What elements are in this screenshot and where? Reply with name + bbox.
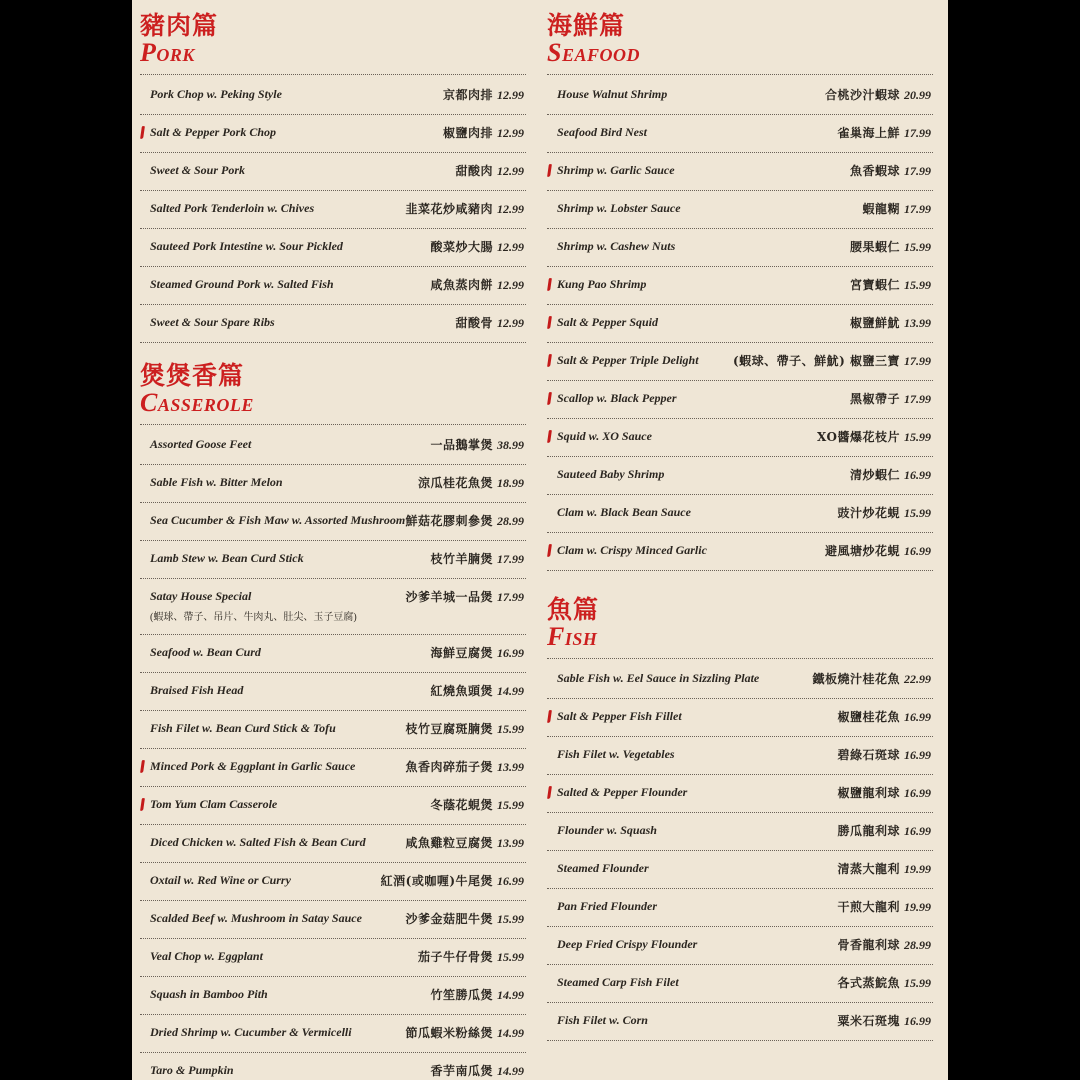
- dish-name-en: Shrimp w. Cashew Nuts: [557, 239, 676, 253]
- menu-item: [547, 381, 933, 419]
- dish-price: 16.99: [904, 468, 931, 482]
- menu-item: [140, 115, 526, 153]
- dish-price: 12.99: [497, 278, 524, 292]
- menu-item: [140, 1053, 526, 1080]
- menu-item: [547, 153, 933, 191]
- menu-item: [140, 305, 526, 343]
- dish-price: 15.99: [904, 430, 931, 444]
- dish-name-en: Clam w. Black Bean Sauce: [557, 505, 691, 519]
- dish-name-price: [430, 276, 524, 293]
- dish-name-en: Salted & Pepper Flounder: [557, 785, 688, 799]
- dish-name-zh: 鮮菇花膠刺參煲: [405, 514, 493, 528]
- dish-name-en: Assorted Goose Feet: [150, 437, 252, 451]
- dish-name-en: Salt & Pepper Squid: [557, 315, 659, 329]
- chili-pepper-icon: [547, 392, 552, 405]
- dish-name-en: House Walnut Shrimp: [557, 87, 668, 101]
- dish-price: 19.99: [904, 862, 931, 876]
- dish-name-en: Oxtail w. Red Wine or Curry: [150, 873, 291, 887]
- menu-item: [140, 787, 526, 825]
- dish-price: 17.99: [904, 202, 931, 216]
- menu-item: [547, 851, 933, 889]
- dish-name-en: Sauteed Baby Shrimp: [557, 467, 665, 481]
- menu-item: [140, 977, 526, 1015]
- dish-name-en: Seafood Bird Nest: [557, 125, 647, 139]
- dish-name-price: [837, 746, 931, 763]
- dish-name-price: [850, 390, 931, 407]
- dish-name-en: Veal Chop w. Eggplant: [150, 949, 263, 963]
- dish-price: 17.99: [904, 164, 931, 178]
- dish-price: 20.99: [904, 88, 931, 102]
- dish-name-zh: 沙爹羊城一品煲: [405, 590, 493, 604]
- dish-name-en: Seafood w. Bean Curd: [150, 645, 261, 659]
- section-title-zh: 海鮮篇: [547, 11, 626, 40]
- dish-name-price: [405, 512, 524, 529]
- dish-price: 14.99: [497, 988, 524, 1002]
- dish-name-zh: 椒鹽肉排: [442, 126, 493, 140]
- dish-name-zh: 紅酒(或咖喱)牛尾煲: [380, 874, 493, 888]
- dish-name-zh: 竹笙勝瓜煲: [430, 988, 493, 1002]
- dish-price: 16.99: [497, 874, 524, 888]
- dish-price: 17.99: [904, 126, 931, 140]
- menu-item: [547, 229, 933, 267]
- dish-name-en: Sea Cucumber & Fish Maw w. Assorted Mushroom: [150, 513, 406, 527]
- dish-name-en: Steamed Flounder: [557, 861, 649, 875]
- menu-item: [547, 661, 933, 699]
- dish-name-price: [430, 986, 524, 1003]
- dish-name-zh: XO醬爆花枝片: [816, 430, 900, 444]
- dish-price: 17.99: [904, 354, 931, 368]
- dish-price: 13.99: [904, 316, 931, 330]
- menu-item: [547, 1003, 933, 1041]
- menu-item: [140, 749, 526, 787]
- dish-name-price: [837, 1012, 931, 1029]
- dish-name-zh: 骨香龍利球: [837, 938, 900, 952]
- dish-name-en: Braised Fish Head: [150, 683, 244, 697]
- section-divider: [140, 424, 526, 425]
- menu-item: [140, 901, 526, 939]
- dish-name-en: Deep Fried Crispy Flounder: [557, 937, 698, 951]
- dish-name-en: Salt & Pepper Fish Fillet: [557, 709, 682, 723]
- dish-name-en: Sweet & Sour Pork: [150, 163, 246, 177]
- dish-price: 17.99: [904, 392, 931, 406]
- dish-name-en: Scalded Beef w. Mushroom in Satay Sauce: [150, 911, 362, 925]
- menu-item: [140, 939, 526, 977]
- dish-name-zh: 魚香肉碎茄子煲: [405, 760, 493, 774]
- dish-name-price: [862, 200, 931, 217]
- dish-name-price: [430, 644, 524, 661]
- menu-item: [547, 267, 933, 305]
- dish-price: 16.99: [904, 1014, 931, 1028]
- section-title-en: Fish: [547, 622, 598, 651]
- dish-name-price: [405, 1024, 524, 1041]
- dish-name-en: Satay House Special: [150, 589, 252, 603]
- dish-name-price: [850, 466, 931, 483]
- dish-name-price: [443, 124, 524, 141]
- menu-item: [547, 965, 933, 1003]
- menu-item: [140, 673, 526, 711]
- menu-item: [140, 1015, 526, 1053]
- dish-price: 12.99: [497, 88, 524, 102]
- dish-name-en: Flounder w. Squash: [557, 823, 657, 837]
- dish-price: 16.99: [904, 786, 931, 800]
- chili-pepper-icon: [140, 798, 145, 811]
- menu-item: [140, 825, 526, 863]
- dish-price: 19.99: [904, 900, 931, 914]
- dish-name-en: Sweet & Sour Spare Ribs: [150, 315, 275, 329]
- dish-price: 16.99: [904, 544, 931, 558]
- dish-name-price: [850, 314, 931, 331]
- dish-price: 13.99: [497, 760, 524, 774]
- dish-name-en: Salt & Pepper Triple Delight: [557, 353, 699, 367]
- menu-item: [547, 77, 933, 115]
- dish-price: 13.99: [497, 836, 524, 850]
- dish-price: 15.99: [497, 798, 524, 812]
- dish-name-price: [430, 436, 524, 453]
- dish-name-en: Sable Fish w. Bitter Melon: [150, 475, 283, 489]
- dish-name-en: Clam w. Crispy Minced Garlic: [557, 543, 707, 557]
- dish-price: 28.99: [904, 938, 931, 952]
- dish-name-price: [405, 834, 524, 851]
- chili-pepper-icon: [547, 786, 552, 799]
- section-divider: [547, 74, 933, 75]
- dish-name-zh: 海鮮豆腐煲: [430, 646, 493, 660]
- dish-price: 15.99: [904, 976, 931, 990]
- menu-item: [140, 77, 526, 115]
- chili-pepper-icon: [547, 710, 552, 723]
- dish-name-zh: 腰果蝦仁: [849, 240, 900, 254]
- dish-name-zh: 香芋南瓜煲: [430, 1064, 493, 1078]
- dish-name-price: [825, 86, 931, 103]
- dish-price: 28.99: [497, 514, 524, 528]
- dish-name-price: [837, 784, 931, 801]
- dish-name-price: [381, 872, 524, 889]
- dish-name-price: [837, 822, 931, 839]
- chili-pepper-icon: [547, 430, 552, 443]
- menu-item: [140, 711, 526, 749]
- dish-name-en: Pan Fried Flounder: [557, 899, 658, 913]
- dish-price: 12.99: [497, 316, 524, 330]
- dish-name-en: Shrimp w. Lobster Sauce: [557, 201, 681, 215]
- chili-pepper-icon: [140, 126, 145, 139]
- dish-name-zh: 雀巢海上鮮: [837, 126, 900, 140]
- menu-item: [547, 927, 933, 965]
- dish-name-zh: 沙爹金菇肥牛煲: [405, 912, 493, 926]
- dish-name-price: [455, 314, 524, 331]
- section-title-zh: 魚篇: [547, 595, 600, 624]
- dish-price: 17.99: [497, 590, 524, 604]
- menu-item: [140, 191, 526, 229]
- dish-name-zh: 清炒蝦仁: [849, 468, 900, 482]
- dish-name-price: [733, 352, 931, 369]
- dish-name-price: [837, 708, 931, 725]
- section-divider: [547, 658, 933, 659]
- dish-name-en: Fish Filet w. Corn: [557, 1013, 648, 1027]
- dish-name-en: Kung Pao Shrimp: [557, 277, 647, 291]
- dish-name-zh: (蝦球、帶子、鮮魷) 椒鹽三寶: [732, 354, 900, 368]
- dish-name-zh: 咸魚蒸肉餅: [430, 278, 493, 292]
- dish-name-price: [837, 936, 931, 953]
- dish-name-zh: 蝦龍糊: [862, 202, 900, 216]
- dish-name-price: [405, 758, 524, 775]
- chili-pepper-icon: [140, 760, 145, 773]
- dish-price: 16.99: [904, 824, 931, 838]
- row-divider: [140, 342, 526, 343]
- section-title-zh: 煲煲香篇: [140, 361, 245, 390]
- dish-price: 15.99: [497, 912, 524, 926]
- dish-name-zh: 茄子牛仔骨煲: [417, 950, 493, 964]
- dish-name-zh: 宮寶蝦仁: [849, 278, 900, 292]
- dish-price: 15.99: [904, 278, 931, 292]
- dish-price: 14.99: [497, 684, 524, 698]
- dish-name-price: [418, 948, 524, 965]
- dish-price: 15.99: [904, 506, 931, 520]
- dish-name-price: [837, 124, 931, 141]
- menu-item: [140, 153, 526, 191]
- dish-name-price: [812, 670, 931, 687]
- dish-name-zh: 枝竹豆腐斑腩煲: [405, 722, 493, 736]
- dish-price: 38.99: [497, 438, 524, 452]
- dish-ingredients: (蝦球、帶子、吊片、牛肉丸、肚尖、玉子豆腐): [150, 612, 357, 623]
- menu-page: [132, 0, 948, 1080]
- dish-name-en: Sable Fish w. Eel Sauce in Sizzling Plate: [557, 671, 760, 685]
- dish-name-zh: 冬蔭花蜆煲: [430, 798, 493, 812]
- dish-price: 15.99: [497, 722, 524, 736]
- dish-price: 15.99: [497, 950, 524, 964]
- menu-item: [547, 813, 933, 851]
- menu-item: [140, 465, 526, 503]
- dish-name-price: [837, 974, 931, 991]
- dish-name-en: Fish Filet w. Vegetables: [557, 747, 675, 761]
- menu-item: [140, 579, 526, 635]
- dish-name-zh: 節瓜蝦米粉絲煲: [405, 1026, 493, 1040]
- dish-name-en: Dried Shrimp w. Cucumber & Vermicelli: [150, 1025, 352, 1039]
- dish-name-price: [455, 162, 524, 179]
- dish-price: 18.99: [497, 476, 524, 490]
- dish-name-price: [850, 276, 931, 293]
- dish-name-en: Salt & Pepper Pork Chop: [150, 125, 277, 139]
- dish-name-price: [850, 162, 931, 179]
- dish-name-price: [418, 474, 524, 491]
- dish-name-price: [430, 796, 524, 813]
- chili-pepper-icon: [547, 544, 552, 557]
- dish-name-price: [850, 238, 931, 255]
- menu-item: [547, 115, 933, 153]
- dish-name-zh: 黑椒帶子: [849, 392, 900, 406]
- row-divider: [547, 1040, 933, 1041]
- dish-name-zh: 紅燒魚頭煲: [430, 684, 493, 698]
- dish-price: 14.99: [497, 1026, 524, 1040]
- menu-item: [547, 457, 933, 495]
- menu-item: [547, 305, 933, 343]
- dish-name-price: [430, 550, 524, 567]
- dish-name-price: [405, 200, 524, 217]
- menu-item: [140, 863, 526, 901]
- dish-name-en: Shrimp w. Garlic Sauce: [557, 163, 675, 177]
- dish-name-en: Minced Pork & Eggplant in Garlic Sauce: [150, 759, 356, 773]
- menu-item: [547, 419, 933, 457]
- dish-name-en: Salted Pork Tenderloin w. Chives: [150, 201, 315, 215]
- dish-name-price: [837, 860, 931, 877]
- row-divider: [547, 570, 933, 571]
- dish-name-zh: 豉汁炒花蜆: [837, 506, 900, 520]
- dish-name-price: [825, 542, 931, 559]
- chili-pepper-icon: [547, 164, 552, 177]
- dish-name-price: [430, 1062, 524, 1079]
- dish-name-zh: 碧綠石斑球: [837, 748, 900, 762]
- dish-name-en: Taro & Pumpkin: [150, 1063, 234, 1077]
- dish-price: 12.99: [497, 126, 524, 140]
- dish-name-zh: 干煎大龍利: [837, 900, 900, 914]
- dish-name-en: Fish Filet w. Bean Curd Stick & Tofu: [150, 721, 336, 735]
- section-title-en: Casserole: [140, 388, 254, 417]
- chili-pepper-icon: [547, 354, 552, 367]
- dish-name-price: [405, 720, 524, 737]
- menu-item: [140, 635, 526, 673]
- dish-name-en: Lamb Stew w. Bean Curd Stick: [150, 551, 304, 565]
- menu-item: [547, 343, 933, 381]
- dish-name-en: Diced Chicken w. Salted Fish & Bean Curd: [150, 835, 366, 849]
- dish-name-price: [837, 898, 931, 915]
- dish-name-price: [430, 238, 524, 255]
- dish-name-en: Squash in Bamboo Pith: [150, 987, 268, 1001]
- dish-name-price: [817, 428, 931, 445]
- menu-item: [547, 737, 933, 775]
- dish-price: 12.99: [497, 202, 524, 216]
- menu-item: [547, 533, 933, 571]
- dish-name-zh: 涼瓜桂花魚煲: [417, 476, 493, 490]
- dish-name-en: Pork Chop w. Peking Style: [150, 87, 282, 101]
- dish-price: 12.99: [497, 240, 524, 254]
- dish-name-zh: 枝竹羊腩煲: [430, 552, 493, 566]
- dish-price: 14.99: [497, 1064, 524, 1078]
- dish-name-price: [837, 504, 931, 521]
- dish-name-en: Sauteed Pork Intestine w. Sour Pickled: [150, 239, 343, 253]
- dish-name-zh: 椒鹽龍利球: [837, 786, 900, 800]
- menu-item: [547, 889, 933, 927]
- dish-name-zh: 魚香蝦球: [849, 164, 900, 178]
- menu-item: [547, 495, 933, 533]
- dish-name-en: Tom Yum Clam Casserole: [150, 797, 278, 811]
- menu-item: [547, 699, 933, 737]
- section-title-en: Seafood: [547, 38, 640, 67]
- dish-name-en: Squid w. XO Sauce: [557, 429, 652, 443]
- dish-name-zh: 一品鵝掌煲: [430, 438, 493, 452]
- dish-name-price: [430, 682, 524, 699]
- menu-item: [140, 229, 526, 267]
- dish-name-zh: 韭菜花炒咸豬肉: [405, 202, 493, 216]
- dish-name-zh: 甜酸骨: [455, 316, 493, 330]
- menu-item: [547, 775, 933, 813]
- dish-name-zh: 粟米石斑塊: [837, 1014, 900, 1028]
- dish-name-en: Steamed Ground Pork w. Salted Fish: [150, 277, 334, 291]
- dish-name-zh: 合桃沙汁蝦球: [824, 88, 900, 102]
- chili-pepper-icon: [547, 316, 552, 329]
- dish-name-en: Steamed Carp Fish Filet: [557, 975, 679, 989]
- menu-item: [140, 427, 526, 465]
- dish-name-zh: 鐵板燒汁桂花魚: [812, 672, 900, 686]
- dish-name-zh: 京都肉排: [442, 88, 493, 102]
- dish-name-price: [405, 910, 524, 927]
- menu-item: [140, 267, 526, 305]
- dish-price: 16.99: [904, 710, 931, 724]
- dish-name-zh: 甜酸肉: [455, 164, 493, 178]
- dish-price: 15.99: [904, 240, 931, 254]
- section-divider: [140, 74, 526, 75]
- chili-pepper-icon: [547, 278, 552, 291]
- dish-name-zh: 咸魚雞粒豆腐煲: [405, 836, 493, 850]
- dish-name-zh: 椒鹽鮮魷: [849, 316, 900, 330]
- menu-item: [140, 503, 526, 541]
- dish-name-zh: 清蒸大龍利: [837, 862, 900, 876]
- dish-name-price: [443, 86, 524, 103]
- dish-name-zh: 椒鹽桂花魚: [837, 710, 900, 724]
- dish-name-zh: 勝瓜龍利球: [837, 824, 900, 838]
- dish-price: 12.99: [497, 164, 524, 178]
- dish-price: 16.99: [904, 748, 931, 762]
- section-title-en: Pork: [140, 38, 195, 67]
- dish-price: 17.99: [497, 552, 524, 566]
- dish-price: 22.99: [904, 672, 931, 686]
- dish-name-price: [405, 588, 524, 605]
- dish-name-zh: 各式蒸鯇魚: [837, 976, 900, 990]
- dish-name-en: Scallop w. Black Pepper: [557, 391, 677, 405]
- dish-price: 16.99: [497, 646, 524, 660]
- dish-name-zh: 酸菜炒大腸: [430, 240, 493, 254]
- menu-item: [140, 541, 526, 579]
- section-title-zh: 豬肉篇: [140, 11, 219, 40]
- menu-item: [547, 191, 933, 229]
- dish-name-zh: 避風塘炒花蜆: [824, 544, 900, 558]
